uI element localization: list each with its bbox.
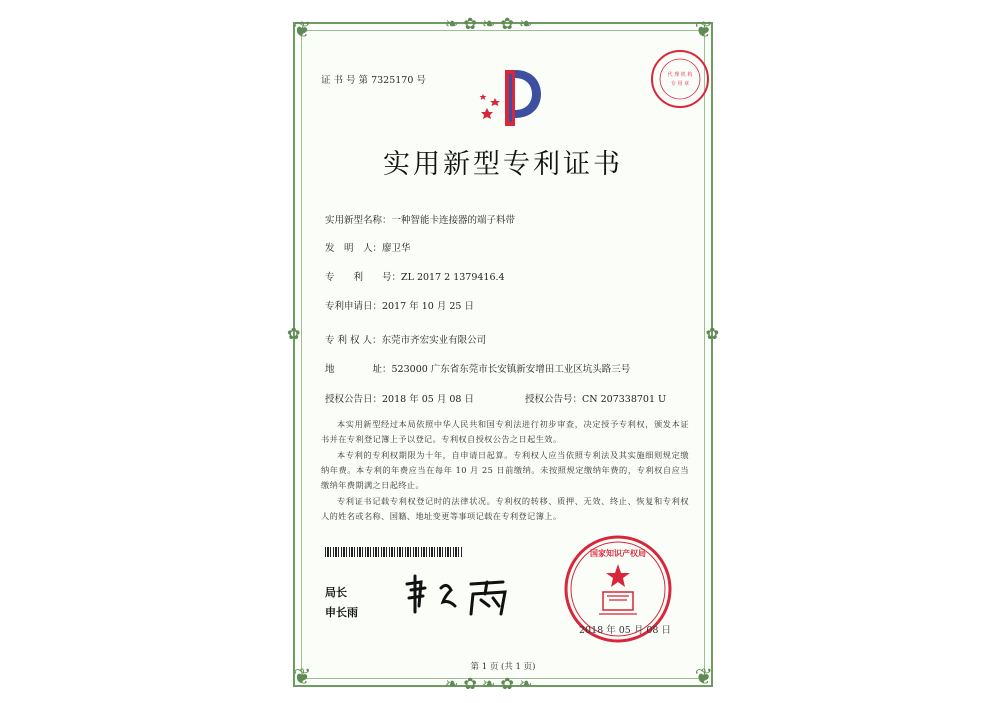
top-ornament-icon: ❧ ✿ ❧ ✿ ❧ bbox=[445, 14, 533, 33]
paragraph-register: 专利证书记载专利权登记时的法律状况。专利权的转移、质押、无效、终止、恢复和专利权人的姓名或名称、国籍、地址变更等事项记载在专利登记簿上。 bbox=[321, 496, 689, 521]
director-name: 申长雨 bbox=[325, 606, 358, 619]
side-ornament-icon: ✿ bbox=[705, 324, 719, 343]
field-address bbox=[325, 361, 630, 375]
paragraph-grant: 本实用新型经过本局依照中华人民共和国专利法进行初步审查，决定授予专利权，颁发本证书并在专利登记簿上予以登记。专利权自授权公告之日起生效。 bbox=[321, 419, 689, 444]
field-announce-number bbox=[525, 391, 666, 405]
field-label: 专 利 权 人： bbox=[325, 335, 382, 346]
field-inventor bbox=[325, 240, 411, 254]
field-label: 授权公告号： bbox=[525, 394, 583, 405]
corner-ornament-icon: ❦ bbox=[293, 18, 312, 43]
svg-text:专 用 章: 专 用 章 bbox=[670, 81, 690, 87]
certificate-page bbox=[287, 14, 719, 693]
svg-text:国家知识产权局: 国家知识产权局 bbox=[590, 549, 646, 558]
patent-office-logo-icon bbox=[475, 64, 547, 128]
field-label: 地 址： bbox=[325, 364, 392, 375]
field-label: 专利申请日： bbox=[325, 301, 383, 312]
field-label: 专 利 号： bbox=[325, 272, 402, 283]
handwritten-signature-icon bbox=[401, 572, 521, 618]
field-label: 授权公告日： bbox=[325, 394, 383, 405]
barcode bbox=[325, 547, 463, 557]
field-patent-number bbox=[325, 269, 505, 283]
field-value: 2018 年 05 月 08 日 bbox=[382, 394, 474, 405]
field-value: 东莞市齐宏实业有限公司 bbox=[381, 335, 487, 346]
certificate-number: 证 书 号 第 7325170 号 bbox=[321, 75, 426, 86]
field-label: 实用新型名称： bbox=[325, 215, 392, 226]
paragraph-term: 本专利的专利权期限为十年，自申请日起算。专利权人应当依照专利法及其实施细则规定缴纳年费。本专利的年费应当在每年 10 月 25 日前缴纳。未按照规定缴纳年费的，专利权自应当缴纳年费期满之日起终止。 bbox=[321, 450, 689, 490]
field-patentee bbox=[325, 332, 486, 346]
director-title: 局长 bbox=[325, 586, 347, 599]
field-value: CN 207338701 U bbox=[582, 394, 667, 405]
field-value: ZL 2017 2 1379416.4 bbox=[401, 272, 505, 283]
field-utility-model-name bbox=[325, 212, 515, 226]
certificate-title: 实用新型专利证书 bbox=[383, 149, 623, 180]
field-value: 廖卫华 bbox=[382, 243, 411, 254]
field-label: 发 明 人： bbox=[325, 243, 383, 254]
field-announce-date bbox=[325, 391, 474, 405]
side-ornament-icon: ✿ bbox=[287, 324, 301, 343]
field-value: 一种智能卡连接器的端子料带 bbox=[391, 215, 516, 226]
agency-seal-icon bbox=[649, 48, 711, 110]
field-value: 523000 广东省东莞市长安镇新安增田工业区坑头路三号 bbox=[391, 364, 631, 375]
svg-text:代 理 机 构: 代 理 机 构 bbox=[667, 72, 693, 78]
field-value: 2017 年 10 月 25 日 bbox=[382, 301, 474, 312]
page-footer: 第 1 页 (共 1 页) bbox=[470, 662, 536, 672]
field-filing-date bbox=[325, 298, 474, 312]
corner-ornament-icon: ❦ bbox=[293, 665, 312, 690]
seal-date: 2018 年 05 月 08 日 bbox=[579, 625, 671, 636]
bottom-ornament-icon: ❧ ✿ ❧ ✿ ❧ bbox=[445, 674, 533, 693]
corner-ornament-icon: ❦ bbox=[694, 665, 713, 690]
corner-ornament-icon: ❦ bbox=[694, 18, 713, 43]
